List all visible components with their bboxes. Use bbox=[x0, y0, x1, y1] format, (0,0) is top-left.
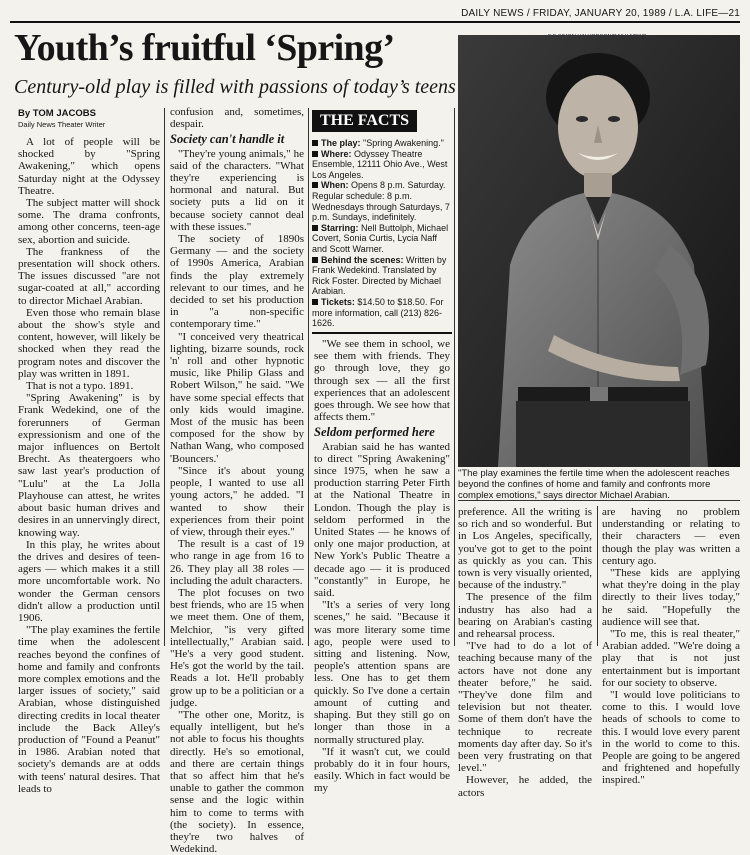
paragraph: "Since it's about young people, I wanted to use all young actors," he added. "I wanted to show their experiences from their point of view, through their eyes." bbox=[170, 464, 304, 538]
paragraph: "They're young animals," he said of the characters. "What they're experiencing is hormonal and natural. But society puts a lid on it because society cannot deal with these issues." bbox=[170, 147, 304, 233]
bullet-square-icon bbox=[312, 257, 318, 263]
paragraph: are having no problem understanding or relating to their characters — even though the play was written a century ago. bbox=[602, 506, 740, 567]
byline: By TOM JACOBS bbox=[18, 108, 96, 119]
subhead-society: Society can't handle it bbox=[170, 132, 285, 147]
facts-box bbox=[312, 110, 452, 329]
article-column-1 bbox=[18, 136, 160, 795]
paragraph: "Spring Awakening" is by Frank Wedekind, one of the forerunners of German expressionism and one of the major influences on Bertolt Brecht. As theatergoers who saw last year's production of "Lulu" at the La Jolla Playhouse can attest, he writes about basic human drives and desires in an unnervingly direct, knowing way. bbox=[18, 392, 160, 539]
paragraph: "It's a series of very long scenes," he said. "Because it was more literary some time ago, people were used to sitting and listening. Now, people's attention spans are less. One has to get them quickly. So I've done a certain amount of cutting and shaping. But they still go on longer than those in a normally structured play. bbox=[314, 599, 450, 746]
bullet-square-icon bbox=[312, 151, 318, 157]
article-column-3 bbox=[314, 338, 450, 795]
paragraph: That is not a typo. 1891. bbox=[26, 380, 134, 393]
folio-line: DAILY NEWS / FRIDAY, JANUARY 20, 1989 / L.A. LIFE—21 bbox=[461, 8, 740, 19]
paragraph: The plot focuses on two best friends, who are 15 when we meet them. One of them, Melchior, "is very gifted intellectually," Arabian said. "He's a very good student. He's got the world by the tail. Reads a lot. He'll probably grow up to be a politician or a judge. bbox=[170, 586, 304, 709]
article-column-2 bbox=[170, 106, 304, 855]
paragraph: preference. All the writing is so rich and so wonderful. But in Los Angeles, specifically, you've got to get to the point as quickly as you can. This town is very visually oriented, because of the industry." bbox=[458, 506, 592, 592]
bullet-square-icon bbox=[312, 225, 318, 231]
facts-title: THE FACTS bbox=[312, 110, 417, 132]
column-rule bbox=[597, 506, 598, 646]
facts-item: Where: Odyssey Theatre Ensemble, 12111 Ohio Ave., West Los Angeles. bbox=[312, 148, 448, 180]
column-rule bbox=[454, 108, 455, 646]
paragraph: "The other one, Moritz, is equally intelligent, but he's not able to focus his thoughts directly. He's so emotional, and there are certain things that so affect him that he's unable to gather the common sense and the logic within him to come to terms with (the society). In essence, they're two halves of Wedekind. bbox=[170, 708, 304, 855]
top-rule bbox=[10, 21, 740, 23]
bullet-square-icon bbox=[312, 182, 318, 188]
paragraph: The result is a cast of 19 who range in age from 16 to 26. They play all 38 roles — including the adult characters. bbox=[170, 538, 304, 587]
paragraph: "We see them in school, we see them with friends. They go through love, they go through sex — all the first experiences that an adolescent goes through. We see how that affects them." bbox=[314, 338, 450, 424]
facts-item: Behind the scenes: Written by Frank Wedekind. Translated by Rick Foster. Directed by Michael Arabian. bbox=[312, 254, 447, 297]
facts-list bbox=[312, 138, 452, 329]
paragraph: "I conceived very theatrical lighting, bizarre sounds, rock 'n' roll and other hypnotic music, like Philip Glass and Robert Wilson," he said. "We have some special effects that only kids would imagine. Most of the music has been composed for the show by Nathan Wang, who composed 'Bouncers.' bbox=[170, 330, 304, 465]
photo-caption: "The play examines the fertile time when the adolescent reaches beyond the confines of home and family and confronts more complex emotions," says director Michael Arabian. bbox=[458, 468, 730, 501]
paragraph: confusion and, sometimes, despair. bbox=[170, 106, 304, 131]
column-rule bbox=[164, 108, 165, 646]
paragraph: "To me, this is real theater," Arabian added. "We're doing a play that is not just entertainment but is important for our society to observe. bbox=[602, 628, 740, 689]
article-column-5 bbox=[602, 506, 740, 787]
facts-item: Starring: Nell Buttolph, Michael Covert, Sonia Curtis, Lycia Naff and Scott Warner. bbox=[312, 222, 449, 254]
headline: Youth’s fruitful ‘Spring’ bbox=[14, 27, 395, 69]
subhead-seldom: Seldom performed here bbox=[314, 425, 435, 440]
deck-subheadline: Century-old play is filled with passions of today’s teens bbox=[14, 76, 456, 98]
bullet-square-icon bbox=[312, 299, 318, 305]
article-column-4 bbox=[458, 506, 592, 799]
portrait-illustration bbox=[458, 35, 740, 467]
facts-item: Tickets: $14.50 to $18.50. For more information, call (213) 826-1626. bbox=[312, 296, 444, 329]
paragraph: Arabian said he has wanted to direct "Spring Awakening" since 1975, when he saw a production starring Peter Firth at the National Theatre in London. Though the play is seldom performed in the United States — he knows of only one major production, at New York's Public Theatre a decade ago — it is produced "constantly" in Europe, he said. bbox=[314, 440, 450, 600]
paragraph: However, he added, the actors bbox=[458, 774, 592, 799]
facts-item: The play: "Spring Awakening." bbox=[312, 138, 452, 149]
paragraph: "I would love politicians to come to this. I would love heads of schools to come to this. I would love every parent in the world to come to this. People are going to be angered and frightened and hopefully inspired." bbox=[602, 689, 740, 787]
paragraph: "If it wasn't cut, we could probably do it in four hours, easily. Which in fact would be my bbox=[314, 745, 450, 795]
paragraph: The society of 1890s Germany — and the society of 1990s America, Arabian finds the play extremely relevant to our times, and he decided to set his production in "a non-specific contemporary time." bbox=[170, 233, 304, 331]
paragraph: "These kids are applying what they're doing in the play directly to their lives today," he said. "Hopefully the audience will see that. bbox=[602, 567, 740, 628]
paragraph: A lot of people will be shocked by "Spring Awakening," which opens Saturday night at the Odyssey Theatre. bbox=[18, 136, 160, 197]
portrait-photo bbox=[458, 35, 740, 467]
paragraph: Even those who remain blase about the show's style and content, however, will likely be shocked when they read the program notes and discover the play was written in 1891. bbox=[18, 306, 160, 380]
paragraph: The subject matter will shock some. The drama confronts, among other concerns, teen-age sex, abortion and suicide. bbox=[18, 197, 160, 246]
facts-divider bbox=[312, 332, 452, 334]
paragraph: The presence of the film industry has also had a bearing on Arabian's casting and rehearsal process. bbox=[458, 591, 592, 641]
paragraph: In this play, he writes about the drives and desires of teen-agers — which makes it a still more uncomfortable work. No wonder the German censors didn't allow a production until 1906. bbox=[18, 538, 160, 624]
paragraph: The frankness of the presentation will shock others. The issues discussed "are not sugar-coated at all," according to director Michael Arabian. bbox=[18, 245, 160, 307]
caption-divider bbox=[458, 500, 740, 501]
paragraph: "I've had to do a lot of teaching because many of the actors have not done any theater before," he said. "They've done film and television but not theater. Some of them don't have the technique to recreate moments day after day. So it's been very frustrating on that level." bbox=[458, 640, 592, 775]
facts-item: When: Opens 8 p.m. Saturday. Regular schedule: 8 p.m. Wednesdays through Saturdays, 7 p.m. Sundays, indefinitely. bbox=[312, 180, 450, 223]
paragraph: "The play examines the fertile time when the adolescent reaches beyond the confines of home and family and confronts more complex emotions and the larger issues of society," said Arabian, whose distinguished directing credits in local theater include the Back Alley's production of "Found a Peanut" in 1986. Arabian noted that society's demands are at odds with teens' natural desires. That leads to bbox=[18, 624, 160, 795]
bullet-square-icon bbox=[312, 140, 318, 146]
column-rule bbox=[308, 108, 309, 646]
byline-title: Daily News Theater Writer bbox=[18, 120, 106, 129]
